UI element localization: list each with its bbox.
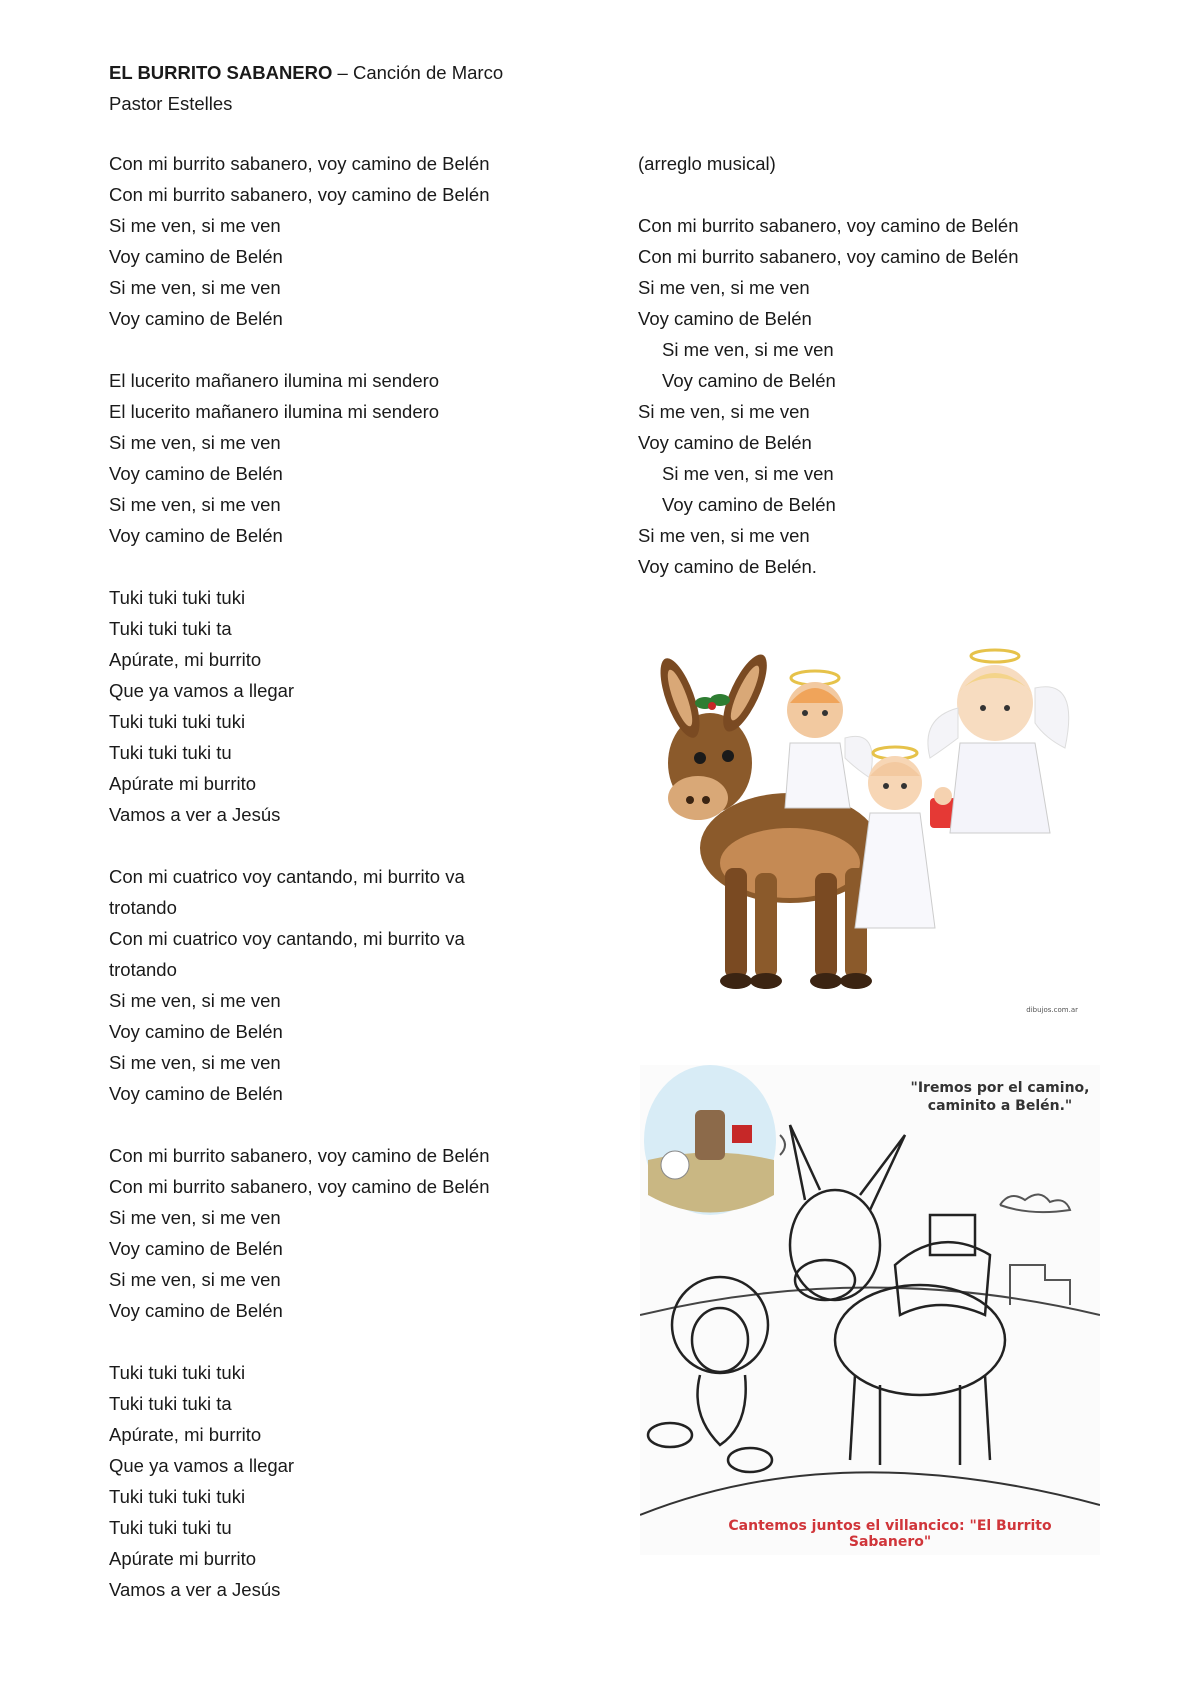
- lyric-line: Voy camino de Belén: [109, 1300, 283, 1321]
- lyric-line: Vamos a ver a Jesús: [109, 804, 281, 825]
- stanza: [109, 582, 569, 830]
- lyric-line: Voy camino de Belén: [109, 525, 283, 546]
- lyric-line: Voy camino de Belén: [109, 1083, 283, 1104]
- lyric-line: El lucerito mañanero ilumina mi sendero: [109, 370, 440, 391]
- lyric-line: Con mi cuatrico voy cantando, mi burrito va: [109, 928, 465, 949]
- stanza: [638, 210, 1158, 582]
- coloring-page-illustration: [640, 1065, 1100, 1555]
- stanza-gap: [109, 830, 569, 861]
- stanza: [109, 148, 569, 334]
- song-title-line: [109, 57, 503, 88]
- lyric-line: Con mi burrito sabanero, voy camino de Belén: [638, 215, 1019, 236]
- song-subtitle: – Canción de Marco: [332, 62, 504, 83]
- lyric-line: Que ya vamos a llegar: [109, 680, 295, 701]
- lyric-line: Voy camino de Belén: [662, 370, 836, 391]
- song-author: Pastor Estelles: [109, 93, 233, 114]
- lyric-line: Con mi burrito sabanero, voy camino de Belén: [109, 1145, 490, 1166]
- lyric-line: Con mi burrito sabanero, voy camino de Belén: [109, 184, 490, 205]
- lyric-line: Voy camino de Belén: [109, 1238, 283, 1259]
- lyric-line: Si me ven, si me ven: [109, 432, 281, 453]
- lyric-line: Voy camino de Belén: [638, 308, 812, 329]
- stanza-gap: [638, 179, 1158, 210]
- angel-rider: [785, 671, 872, 808]
- lyric-line: Si me ven, si me ven: [109, 277, 281, 298]
- lyric-line: Si me ven, si me ven: [109, 494, 281, 515]
- lyric-line: Voy camino de Belén: [109, 463, 283, 484]
- stanza: [109, 365, 569, 551]
- lyric-line: (arreglo musical): [638, 153, 776, 174]
- lyric-line: Si me ven, si me ven: [109, 1052, 281, 1073]
- lyric-line: trotando: [109, 897, 177, 918]
- coloring-quote: "Iremos por el camino, caminito a Belén.": [910, 1080, 1090, 1114]
- lyric-line: Apúrate mi burrito: [109, 1548, 257, 1569]
- lyric-line: Si me ven, si me ven: [662, 339, 834, 360]
- lyric-line: Tuki tuki tuki tuki: [109, 711, 246, 732]
- lyric-line: Con mi burrito sabanero, voy camino de Belén: [109, 153, 490, 174]
- lyric-line: Si me ven, si me ven: [109, 215, 281, 236]
- stanza-gap: [109, 551, 569, 582]
- lyric-line: Si me ven, si me ven: [109, 1269, 281, 1290]
- lyric-line: Con mi burrito sabanero, voy camino de Belén: [638, 246, 1019, 267]
- lyric-line: Voy camino de Belén: [109, 1021, 283, 1042]
- lyric-line: Voy camino de Belén: [109, 308, 283, 329]
- stanza: [638, 148, 1158, 179]
- lyric-line: Voy camino de Belén.: [638, 556, 817, 577]
- angel-middle: [855, 747, 956, 928]
- lyric-line: Apúrate, mi burrito: [109, 649, 262, 670]
- lyric-line: Vamos a ver a Jesús: [109, 1579, 281, 1600]
- lyric-line: Voy camino de Belén: [638, 432, 812, 453]
- thumbnail-oval: [644, 1065, 776, 1215]
- lyric-line: Tuki tuki tuki tu: [109, 1517, 232, 1538]
- lyric-line: Si me ven, si me ven: [109, 990, 281, 1011]
- lyric-line: Tuki tuki tuki tuki: [109, 587, 246, 608]
- stanza-gap: [109, 1326, 569, 1357]
- stanza: [109, 1140, 569, 1326]
- lyric-line: El lucerito mañanero ilumina mi sendero: [109, 401, 440, 422]
- image-credit: dibujos.com.ar: [1026, 1006, 1078, 1014]
- lyric-line: Tuki tuki tuki tu: [109, 742, 232, 763]
- lyrics-left-column: [109, 148, 569, 1605]
- lyric-line: trotando: [109, 959, 177, 980]
- song-header: [109, 57, 503, 119]
- lyric-line: Con mi burrito sabanero, voy camino de Belén: [109, 1176, 490, 1197]
- coloring-caption: Cantemos juntos el villancico: "El Burrito Sabanero": [728, 1518, 1052, 1550]
- lyric-line: Si me ven, si me ven: [638, 401, 810, 422]
- lyric-line: Voy camino de Belén: [109, 246, 283, 267]
- lyric-line: Si me ven, si me ven: [638, 277, 810, 298]
- lyric-line: Tuki tuki tuki ta: [109, 618, 232, 639]
- lyric-line: Voy camino de Belén: [662, 494, 836, 515]
- lyric-line: Si me ven, si me ven: [638, 525, 810, 546]
- lyric-line: Tuki tuki tuki tuki: [109, 1486, 246, 1507]
- lyric-line: Que ya vamos a llegar: [109, 1455, 295, 1476]
- lyric-line: Apúrate, mi burrito: [109, 1424, 262, 1445]
- lyric-line: Tuki tuki tuki ta: [109, 1393, 232, 1414]
- lyric-line: Tuki tuki tuki tuki: [109, 1362, 246, 1383]
- stanza: [109, 861, 569, 1109]
- donkey-angels-illustration: [640, 648, 1100, 1018]
- lyric-line: Apúrate mi burrito: [109, 773, 257, 794]
- stanza-gap: [109, 334, 569, 365]
- song-title: EL BURRITO SABANERO: [109, 62, 333, 83]
- lyric-line: Con mi cuatrico voy cantando, mi burrito va: [109, 866, 465, 887]
- lyrics-right-column: [638, 148, 1158, 582]
- donkey-figure: [652, 649, 893, 989]
- stanza-gap: [109, 1109, 569, 1140]
- stanza: [109, 1357, 569, 1605]
- lyric-line: Si me ven, si me ven: [109, 1207, 281, 1228]
- lyric-line: Si me ven, si me ven: [662, 463, 834, 484]
